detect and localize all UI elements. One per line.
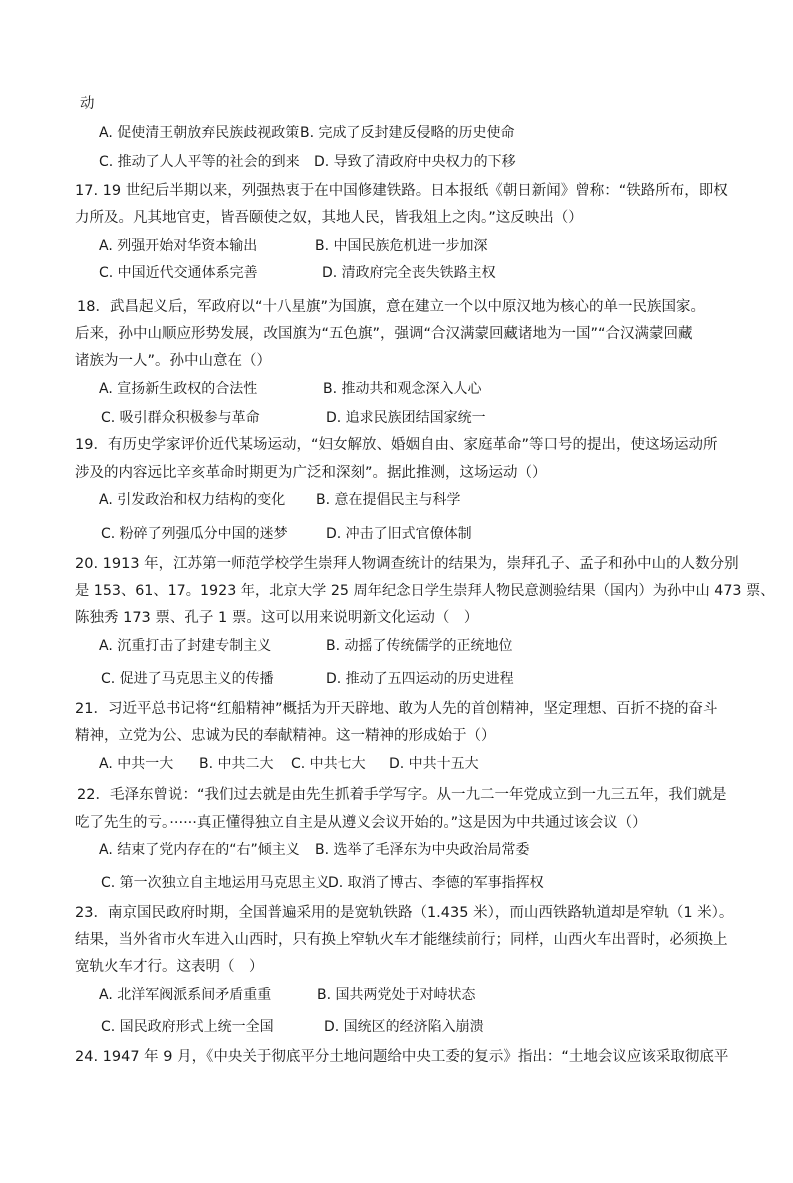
q16-option-b: B. 完成了反封建反侵略的历史使命: [300, 125, 515, 141]
q23-option-d: D. 国统区的经济陷入崩溃: [324, 1019, 484, 1035]
q21-option-d: D. 中共十五大: [389, 756, 479, 772]
q16-option-a: A. 促使清王朝放弃民族歧视政策: [99, 125, 300, 141]
q20-option-d: D. 推动了五四运动的历史进程: [326, 671, 514, 687]
q17-option-b: B. 中国民族危机进一步加深: [315, 238, 488, 254]
q17-stem-line2: 力所及。凡其地官吏，皆吾颐使之奴，其地人民，皆我俎上之肉。”这反映出（）: [75, 210, 583, 226]
q20-option-b: B. 动摇了传统儒学的正统地位: [326, 638, 513, 654]
q22-option-b: B. 选举了毛泽东为中央政治局常委: [315, 842, 530, 858]
q22-option-d: D. 取消了博古、李德的军事指挥权: [328, 875, 544, 891]
q19-stem-line2: 涉及的内容远比辛亥革命时期更为广泛和深刻”。据此推测，这场运动（）: [75, 465, 547, 481]
q21-option-a: A. 中共一大: [99, 756, 174, 772]
q22-stem-line2: 吃了先生的亏。······真正懂得独立自主是从遵义会议开始的。”这是因为中共通过该会议（）: [75, 815, 647, 831]
q18-stem-line2: 后来，孙中山顺应形势发展，改国旗为“五色旗”，强调“合汉满蒙回藏诸地为一国”“合汉满蒙回藏: [75, 326, 693, 342]
q19-stem-line1: 19．有历史学家评价近代某场运动，“妇女解放、婚姻自由、家庭革命”等口号的提出，使这场运动所: [75, 437, 718, 453]
q23-option-a: A. 北洋军阀派系间矛盾重重: [99, 987, 272, 1003]
q20-stem-line3: 陈独秀 173 票、孔子 1 票。这可以用来说明新文化运动（ ）: [75, 610, 479, 626]
q17-option-c: C. 中国近代交通体系完善: [99, 265, 258, 281]
q18-option-d: D. 追求民族团结国家统一: [326, 410, 486, 426]
q17-option-a: A. 列强开始对华资本输出: [99, 238, 258, 254]
q16-option-c: C. 推动了人人平等的社会的到来: [99, 154, 300, 170]
q23-stem-line3: 宽轨火车才行。这表明（ ）: [75, 959, 264, 975]
q21-option-b: B. 中共二大: [199, 756, 274, 772]
q24-stem-line1: 24. 1947 年 9 月，《中央关于彻底平分土地问题给中央工委的复示》指出：“土地会议应该采取彻底平: [75, 1049, 729, 1065]
q20-stem-line1: 20. 1913 年，江苏第一师范学校学生崇拜人物调查统计的结果为，崇拜孔子、孟子和孙中山的人数分别: [75, 556, 739, 572]
q17-stem-line1: 17. 19 世纪后半期以来，列强热衷于在中国修建铁路。日本报纸《朝日新闻》曾称：“铁路所布，即权: [75, 183, 728, 199]
q20-stem-line2: 是 153、61、17。1923 年，北京大学 25 周年纪念日学生崇拜人物民意测验结果（国内）为孙中山 473 票、: [75, 583, 775, 599]
q16-stem-tail: 动: [80, 96, 95, 112]
q18-stem-line1: 18．武昌起义后，军政府以“十八星旗”为国旗，意在建立一个以中原汉地为核心的单一民族国家。: [77, 299, 705, 315]
q18-option-a: A. 宣扬新生政权的合法性: [99, 381, 258, 397]
q22-stem-line1: 22．毛泽东曾说：“我们过去就是由先生抓着手学写字。从一九二一年党成立到一九三五年，我们就是: [77, 787, 727, 803]
q18-stem-line3: 诸族为一人”。孙中山意在（）: [75, 353, 272, 369]
q20-option-a: A. 沉重打击了封建专制主义: [99, 638, 272, 654]
q23-stem-line1: 23．南京国民政府时期，全国普遍采用的是宽轨铁路（1.435 米），而山西铁路轨道却是窄轨（1 米）。: [75, 905, 734, 921]
q17-option-d: D. 清政府完全丧失铁路主权: [322, 265, 496, 281]
q19-option-a: A. 引发政治和权力结构的变化: [99, 492, 286, 508]
q22-option-a: A. 结束了党内存在的“右”倾主义: [99, 842, 300, 858]
q23-stem-line2: 结果，当外省市火车进入山西时，只有换上窄轨火车才能继续前行；同样，山西火车出晋时，必须换上: [75, 932, 728, 948]
q19-option-d: D. 冲击了旧式官僚体制: [326, 526, 472, 542]
q19-option-c: C. 粉碎了列强瓜分中国的迷梦: [101, 526, 288, 542]
q20-option-c: C. 促进了马克思主义的传播: [101, 671, 274, 687]
q22-option-c: C. 第一次独立自主地运用马克思主义: [101, 875, 330, 891]
q21-stem-line2: 精神，立党为公、忠诚为民的奉献精神。这一精神的形成始于（）: [75, 728, 496, 744]
q18-option-c: C. 吸引群众积极参与革命: [101, 410, 260, 426]
q23-option-b: B. 国共两党处于对峙状态: [317, 987, 476, 1003]
q16-option-d: D. 导致了清政府中央权力的下移: [314, 154, 516, 170]
q23-option-c: C. 国民政府形式上统一全国: [101, 1019, 274, 1035]
q21-option-c: C. 中共七大: [291, 756, 366, 772]
q21-stem-line1: 21．习近平总书记将“红船精神”概括为开天辟地、敢为人先的首创精神，坚定理想、百折不挠的奋斗: [75, 701, 718, 717]
q18-option-b: B. 推动共和观念深入人心: [323, 381, 482, 397]
q19-option-b: B. 意在提倡民主与科学: [316, 492, 461, 508]
